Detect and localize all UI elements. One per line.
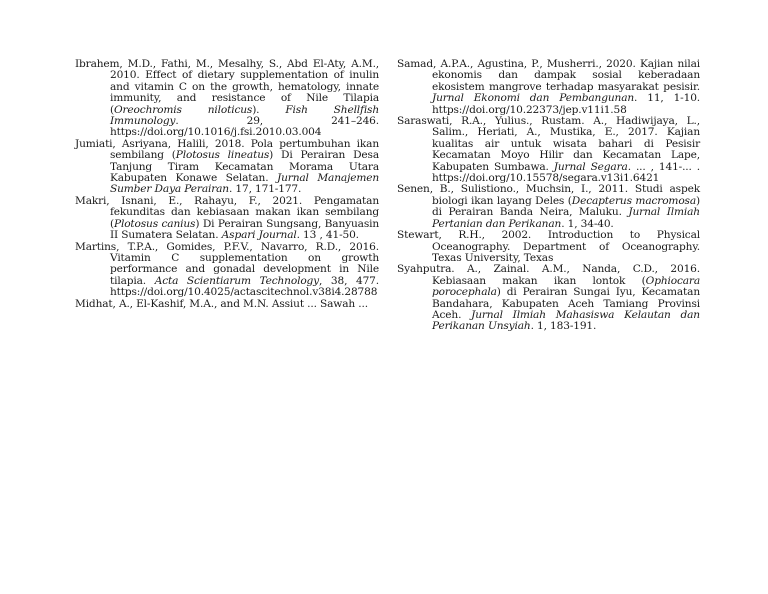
- ref-text: Makri, Isnani, E., Rahayu, F., 2021. Pengamatan fekunditas dan kebiasaan makan ikan sembilang (: [75, 194, 379, 230]
- ref-journal: Jurnal Segara: [553, 160, 628, 173]
- ref-journal: Aspari Journal: [221, 229, 297, 242]
- ref-italic: Plotosus lineatus: [175, 149, 270, 162]
- reference-entry: [75, 299, 379, 310]
- references-right-column: [397, 58, 701, 333]
- reference-entry: [75, 139, 379, 196]
- ref-text: ) di Perairan Sungai Iyu, Kecamatan Bandahara, Kabupaten Aceh Tamiang Provinsi Aceh.: [432, 286, 700, 321]
- references-left-column: [75, 58, 380, 310]
- ref-journal: Jurnal Ilmiah Pertanian dan Perikanan: [432, 206, 700, 230]
- ref-text: . 13 , 41-50.: [296, 229, 359, 242]
- ref-text: ) Di Perairan Sungsang, Banyuasin II Sumatera Selatan.: [110, 217, 380, 242]
- ref-text: ) Di Perairan Desa Tanjung Tiram Kecamatan Morama Utara Kabupaten Konawe Selatan.: [110, 149, 379, 185]
- ref-text: . 1, 34-40.: [561, 217, 614, 230]
- reference-entry: [397, 116, 700, 184]
- ref-text: Saraswati, R.A., Yulius., Rustam. A., Hadiwijaya, L., Salim., Heriati, A., Mustika, E., 2017. Kajian kualitas air untuk wisata bahari di Pesisir Kecamatan Moyo Hilir dan Kecamatan Lape, Kabupaten Sumbawa.: [397, 115, 700, 173]
- reference-entry: [397, 264, 700, 332]
- ref-text: Senen, B., Sulistiono., Muchsin, I., 2011. Studi aspek biologi ikan layang Deles (: [397, 183, 700, 207]
- reference-entry: [397, 184, 700, 230]
- reference-entry: [75, 196, 379, 242]
- ref-text: . 1, 183-191.: [530, 320, 597, 333]
- ref-journal: Fish Shellfish Immunology: [110, 103, 380, 128]
- ref-italic: Acta Scientiarum Technology: [154, 274, 320, 287]
- ref-journal: Jurnal Ekonomi dan Pembangunan: [432, 92, 635, 105]
- ref-italic: Plotosus canius: [113, 217, 196, 230]
- ref-text: , 38, 477. https://doi.org/10.4025/actascitechnol.v38i4.28788: [110, 274, 379, 299]
- ref-text: Samad, A.P.A., Agustina, P., Musherri., 2020. Kajian nilai ekonomis dan dampak sosial keberadaan ekosistem mangrove terhadap masyarakat pesisir.: [397, 58, 700, 93]
- reference-entry: [397, 59, 700, 116]
- ref-text: Syahputra. A., Zainal. A.M., Nanda, C.D., 2016. Kebiasaan makan ikan lontok (: [397, 263, 700, 287]
- ref-text: . 11, 1-10. https://doi.org/10.22373/jep.v11i1.58: [432, 92, 701, 116]
- ref-text: . ... , 141-... . https://doi.org/10.15578/segara.v13i1.6421: [432, 160, 700, 185]
- ref-text: ).: [252, 103, 286, 116]
- ref-italic: Ophiocara porocephala: [432, 274, 700, 299]
- ref-text: . 29, 241–246. https://doi.org/10.1016/j.fsi.2010.03.004: [110, 115, 379, 139]
- ref-text: Stewart, R.H., 2002. Introduction to Physical Oceanography. Department of Oceanography. Texas University, Texas: [397, 229, 700, 264]
- reference-entry: [397, 230, 700, 264]
- ref-text: Ibrahem, M.D., Fathi, M., Mesalhy, S., Abd El-Aty, A.M., 2010. Effect of dietary supplementation of inulin and vitamin C on the growth, hematology, innate immunity, and resistance of Nile Tilapia (: [75, 58, 379, 116]
- ref-text: Midhat, A., El-Kashif, M.A., and M.N. Assiut ... Sawah ...: [75, 297, 368, 310]
- ref-text: ) di Perairan Banda Neira, Maluku.: [432, 194, 700, 219]
- ref-italic: Decapterus macromosa: [571, 194, 696, 207]
- ref-journal: Jurnal Ilmiah Mahasiswa Kelautan dan Perikanan Unsyiah: [432, 308, 700, 333]
- ref-italic: Oreochromis niloticus: [113, 103, 253, 116]
- reference-entry: [75, 242, 379, 299]
- ref-journal: Jurnal Manajemen Sumber Daya Perairan: [110, 172, 380, 196]
- reference-entry: [75, 59, 379, 139]
- ref-text: Martins, T.P.A., Gomides, P.F.V., Navarro, R.D., 2016. Vitamin C supplementation on growth performance and gonadal development in Nile tilapia.: [75, 240, 379, 287]
- ref-text: . 17, 171-177.: [228, 183, 302, 196]
- ref-text: Jumiati, Asriyana, Halili, 2018. Pola pertumbuhan ikan sembilang (: [75, 137, 379, 162]
